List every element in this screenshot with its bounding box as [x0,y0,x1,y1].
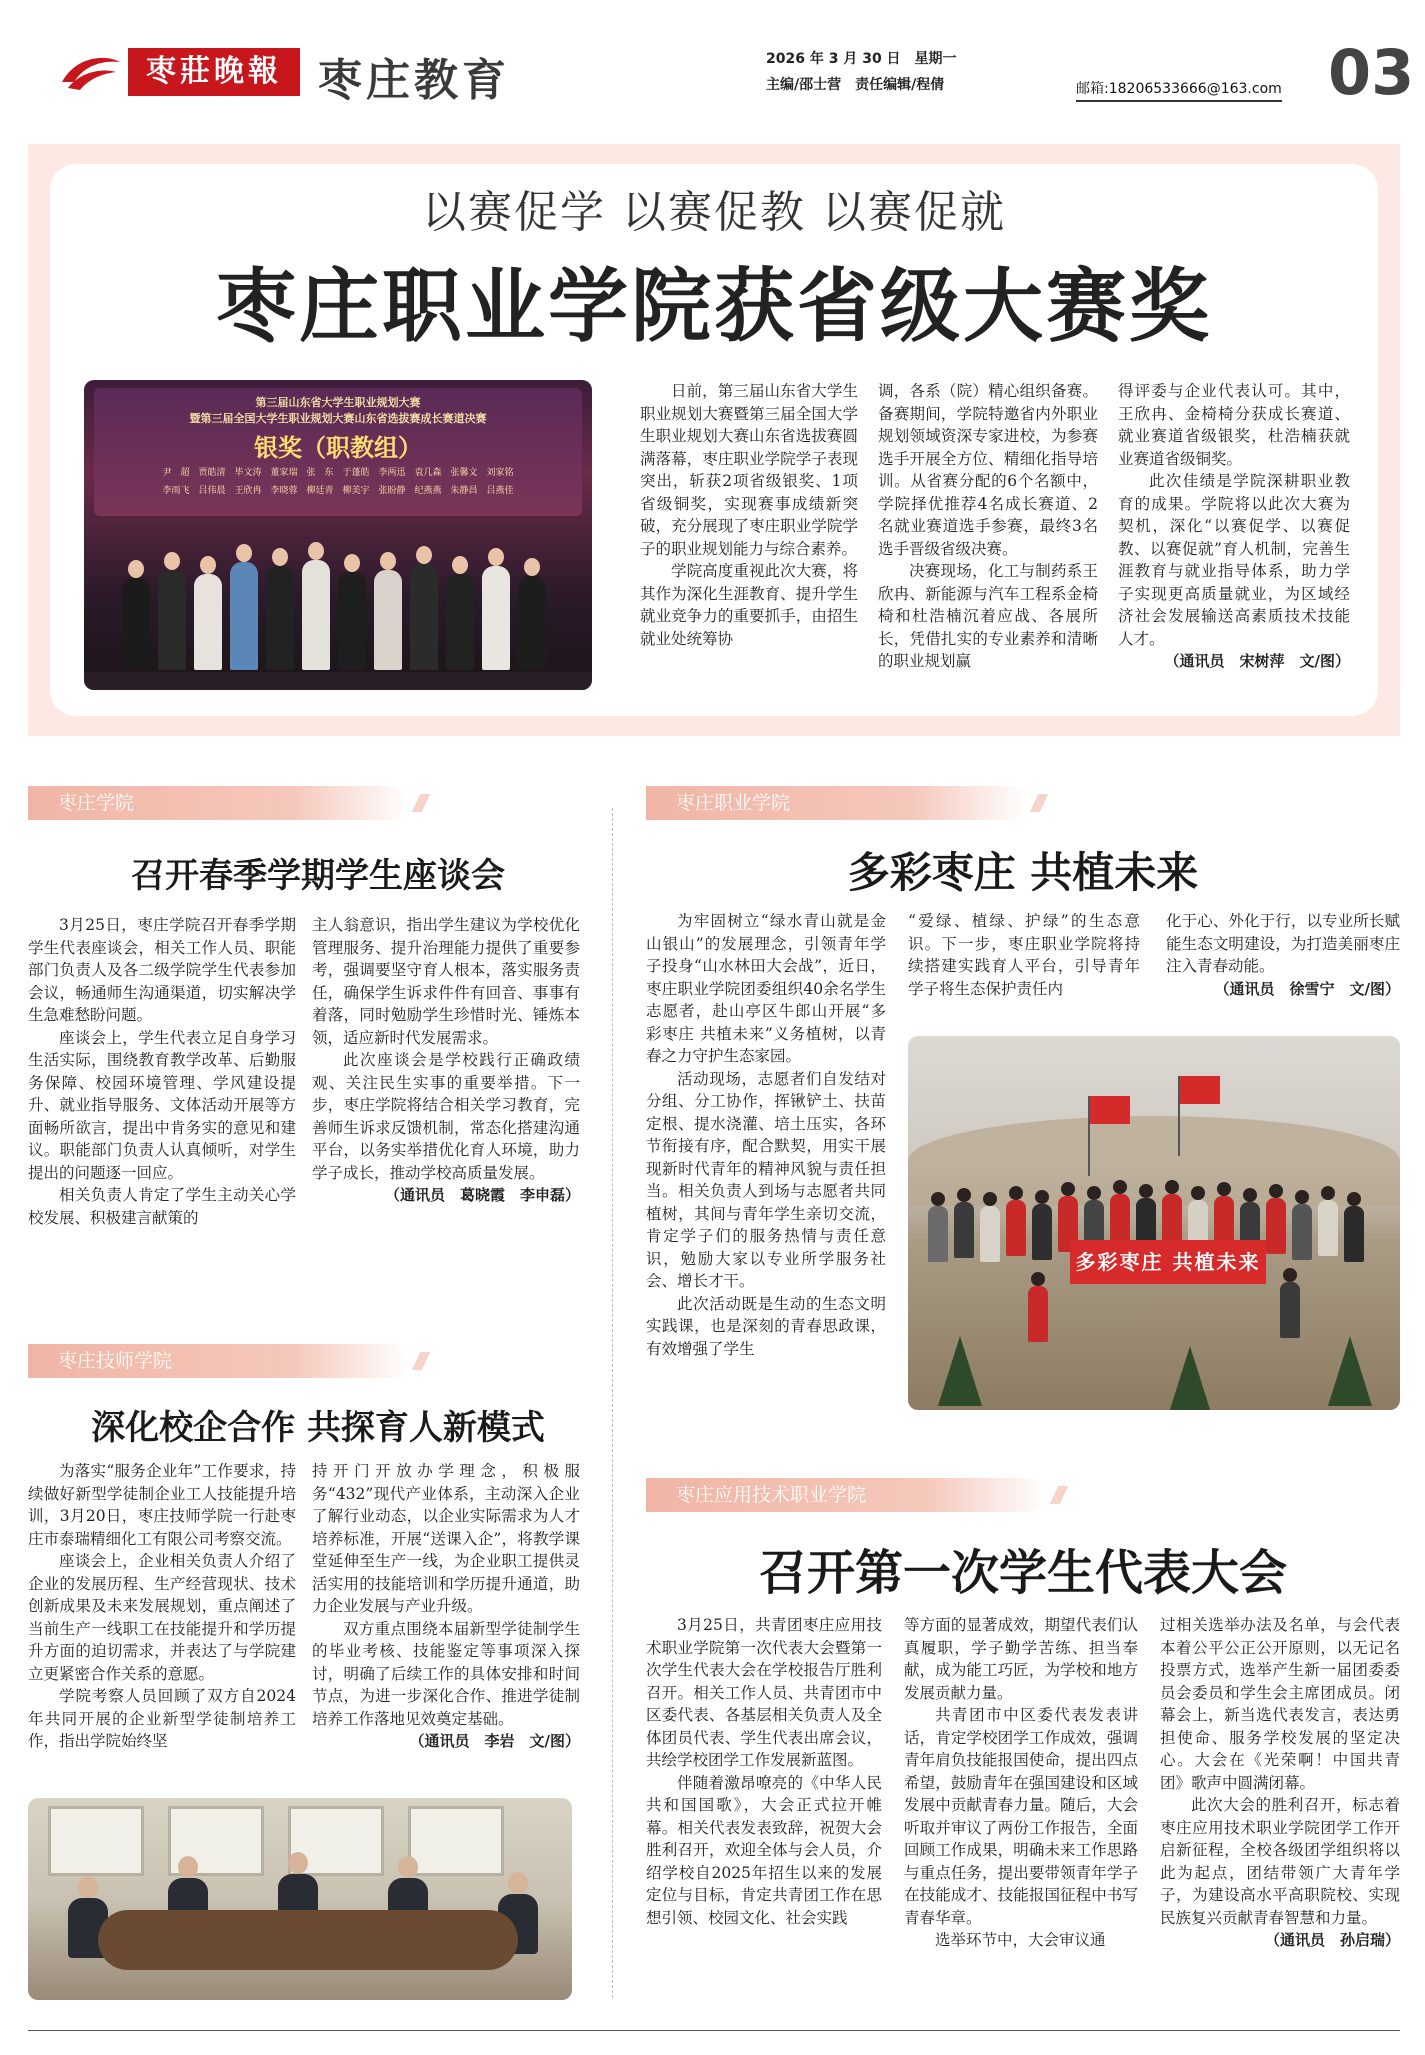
volunteer [1318,1200,1338,1256]
volunteer [1006,1200,1026,1256]
lead-story-subtitle: 以赛促学 以赛促教 以赛促就 [422,187,1006,238]
tree-planting-column-3 [1166,910,1400,1000]
volunteer [954,1202,974,1258]
school-enterprise-byline: （通讯员 李岩 文/图） [409,1732,580,1750]
article-title-student-forum: 召开春季学期学生座谈会 [131,856,505,896]
activity-banner: 多彩枣庄 共植未来 [1070,1240,1266,1284]
student-congress-column-1 [646,1614,882,1929]
student-forum-byline: （通讯员 葛晓霞 李申磊） [384,1186,580,1204]
paragraph: 选举环节中，大会审议通 [935,1931,1106,1949]
person-figure [482,566,510,670]
tree-planting-photo [908,1036,1400,1410]
section-tag-zaozhuang-university: 枣庄学院 [28,786,408,820]
paragraph: 座谈会上，学生代表立足自身学习生活实际，围绕教育教学改革、后勤服务保障、校园环境管理、学风建设提升、就业指导服务、文体活动开展等方面畅所欲言，提出中肯务实的意见和建议。职能部门负责人认真倾听，对学生提出的问题逐一回应。 [28,1028,296,1182]
student-forum-column-2 [312,914,580,1207]
lead-story-column-1 [640,380,858,650]
paragraph: 学院考察人员回顾了双方自2024年共同开展的企业新型学徒制培养工作，指出学院始终坚 [28,1687,296,1750]
red-flag-icon [1180,1076,1220,1104]
paragraph: 此次座谈会是学校践行正确政绩观、关注民生实事的重要举措。下一步，枣庄学院将结合相关学习教育，完善师生诉求反馈机制，常态化搭建沟通平台，以务实举措优化育人环境，助力学子成长，推动学校高质量发展。 [312,1051,580,1182]
student-congress-byline: （通讯员 孙启瑞） [1264,1931,1400,1949]
person-figure [158,570,186,670]
page-number: 03 [1328,36,1415,109]
paragraph: “爱绿、植绿、护绿”的生态意识。下一步，枣庄职业学院将持续搭建实践育人平台，引导青年学子将生态保护责任内 [908,912,1140,998]
paragraph: 此次佳绩是学院深耕职业教育的成果。学院将以此次大赛为契机，深化“以赛促学、以赛促教、以赛促就”育人机制，完善生涯教育与就业指导体系，助力学子实现更高质量就业，为区域经济社会发展输送高素质技术技能人才。 [1118,472,1350,648]
page-bottom-rule [28,2030,1400,2031]
paragraph: 此次大会的胜利召开，标志着枣庄应用技术职业学院团学工作开启新征程，全校各级团学组织将以此为起点，团结带领广大青年学子，为建设高水平高职院校、实现民族复兴贡献青春智慧和力量。 [1160,1796,1400,1927]
lead-story-byline: （通讯员 宋树萍 文/图） [1164,652,1350,670]
pine-sapling-icon [1168,1346,1212,1410]
masthead [28,36,1415,110]
contact-email[interactable]: 邮箱:18206533666@163.com [1076,78,1282,102]
article-title-tree-planting: 多彩枣庄 共植未来 [847,848,1199,897]
enterprise-meeting-photo [28,1798,572,2000]
volunteer [1266,1198,1286,1254]
stage-backdrop [94,388,582,516]
pine-sapling-icon [1328,1336,1372,1406]
volunteer [980,1206,1000,1262]
conference-table [98,1910,518,1970]
lead-story [28,144,1400,736]
page-section-name: 枣庄教育 [318,55,510,106]
person-figure [302,560,330,670]
volunteer [1028,1286,1048,1342]
tree-planting-column-2 [908,910,1140,1000]
article-title-school-enterprise: 深化校企合作 共探育人新模式 [91,1408,545,1448]
person-figure [230,562,258,670]
volunteer [1292,1204,1312,1260]
person-figure [410,564,438,670]
person-figure [374,570,402,670]
lead-story-column-3 [1118,380,1350,673]
award-winner-names [94,464,582,500]
newspaper-logo: 枣莊晚報 [128,48,300,96]
paragraph: 调，各系（院）精心组织备赛。备赛期间，学院特邀省内外职业规划领域资深专家进校，为参赛选手开展全方位、精细化指导培训。从省赛分配的6个名额中，学院择优推荐4名成长赛道、2名就业赛道选手参赛，最终3名选手晋级省级决赛。 [878,382,1098,558]
section-tag-applied-tech-college: 枣庄应用技术职业学院 [646,1478,1046,1512]
red-flag-icon [1090,1096,1130,1124]
person-figure [518,576,546,670]
article-title-student-congress: 召开第一次学生代表大会 [758,1545,1287,1601]
lead-story-headline: 枣庄职业学院获省级大赛奖 [216,260,1212,353]
tree-planting-column-1 [646,910,886,1360]
paragraph: 座谈会上，企业相关负责人介绍了企业的发展历程、生产经营现状、技术创新成果及未来发展规划，重点阐述了当前生产一线职工在技能提升和学历提升方面的迫切需求，并表达了与学院建立更紧密合作关系的意愿。 [28,1552,296,1683]
paragraph: 3月25日，枣庄学院召开春季学期学生代表座谈会，相关工作人员、职能部门负责人及各二级学院学生代表参加会议，畅通师生沟通渠道，切实解决学生急难愁盼问题。 [28,916,296,1024]
paragraph: 过相关选举办法及名单，与会代表本着公平公正公开原则，以无记名投票方式，选举产生新一届团委委员会委员和学生会主席团成员。闭幕会上，新当选代表发言，表达勇担使命、服务学校发展的坚定决心。大会在《光荣啊！中国共青团》歌声中圆满闭幕。 [1160,1616,1400,1792]
column-divider [612,808,613,1998]
person-figure [446,574,474,670]
paragraph: 为牢固树立“绿水青山就是金山银山”的发展理念，引领青年学子投身“山水林田大会战”，近日，枣庄职业学院团委组织40余名学生志愿者，赴山亭区牛郎山开展“多彩枣庄 共植未来”义务植树，以青春之力守护生态家园。 [646,912,886,1065]
names-row-1: 尹 超 贾皓清 毕文涛 董家瑞 张 东 于蓬皓 李两迅 袁几森 张馨文 刘家铭 [162,468,514,478]
newspaper-logo-icon [58,52,124,92]
editor-credits: 主编/邵士营 责任编辑/程倩 [766,77,945,93]
person-figure [122,578,150,670]
volunteer [1344,1206,1364,1262]
volunteer [928,1206,948,1262]
award-winners-group [114,520,564,670]
student-forum-column-1 [28,914,296,1229]
window [408,1806,504,1876]
school-enterprise-column-2 [312,1460,580,1753]
paragraph: 持开门开放办学理念，积极服务“432”现代产业体系，主动深入企业了解行业动态，以企业实际需求为人才培养标准，开展“送课入企”，将教学课堂延伸至生产一线，为企业职工提供灵活实用的技能培训和学历提升通道，助力企业发展与产业升级。 [312,1462,580,1615]
person-figure [194,574,222,670]
section-tag-vocational-college: 枣庄职业学院 [646,786,1026,820]
backdrop-line-1: 第三届山东省大学生职业规划大赛 [255,396,421,409]
school-enterprise-column-1 [28,1460,296,1753]
issue-date: 2026 年 3 月 30 日 星期一 [766,51,957,67]
paragraph: 学院高度重视此次大赛，将其作为深化生涯教育、提升学生就业竞争力的重要抓手，由招生就业处统筹协 [640,562,858,648]
paragraph: 此次活动既是生动的生态文明实践课，也是深刻的青春思政课，有效增强了学生 [646,1294,886,1358]
award-level: 银奖（职教组） [254,434,422,462]
paragraph: 相关负责人肯定了学生主动关心学校发展、积极建言献策的 [28,1186,296,1227]
paragraph: 主人翁意识，指出学生建议为学校优化管理服务、提升治理能力提供了重要参考，强调要坚守育人根本，落实服务责任，确保学生诉求件件有回音、事事有着落，同时勉励学生珍惜时光、锤炼本领，适应新时代发展需求。 [312,916,580,1047]
student-congress-column-3 [1160,1614,1400,1952]
person-figure [338,572,366,670]
award-ceremony-photo [84,380,592,690]
window [48,1806,144,1876]
paragraph: 决赛现场，化工与制药系王欣冉、新能源与汽车工程系金椅椅和杜浩楠沉着应战、各展所长，凭借扎实的专业素养和清晰的职业规划赢 [878,562,1098,670]
backdrop-line-2: 暨第三届全国大学生职业规划大赛山东省选拔赛成长赛道决赛 [189,412,487,425]
student-congress-column-2 [904,1614,1138,1952]
paragraph: 活动现场，志愿者们自发结对分组、分工协作，挥锹铲土、扶苗定根、提水浇灌、培土压实，各环节衔接有序，配合默契，用实干展现新时代青年的精神风貌与责任担当。相关负责人到场与志愿者共同植树，其间与青年学生亲切交流，肯定学子们的服务热情与责任意识，勉励大家以专业所学服务社会、增长才干。 [646,1069,886,1290]
volunteer [1032,1204,1052,1260]
paragraph: 日前，第三届山东省大学生职业规划大赛暨第三届全国大学生职业规划大赛山东省选拔赛圆满落幕，枣庄职业学院学子表现突出，斩获2项省级银奖、1项省级铜奖，实现赛事成绩新突破，充分展现了枣庄职业学院学子的职业规划能力与综合素养。 [640,382,858,558]
paragraph: 化于心、外化于行，以专业所长赋能生态文明建设，为打造美丽枣庄注入青春动能。 [1166,912,1400,975]
tree-planting-byline: （通讯员 徐雪宁 文/图） [1214,979,1400,998]
lead-story-card [50,164,1378,716]
section-tag-technician-college: 枣庄技师学院 [28,1344,408,1378]
person-figure [266,566,294,670]
paragraph: 3月25日，共青团枣庄应用技术职业学院第一次代表大会暨第一次学生代表大会在学校报告厅胜利召开。相关工作人员、共青团市中区委代表、各基层相关负责人及全体团员代表、学生代表出席会议，共绘学校团学工作发展新蓝图。 [646,1616,882,1769]
volunteer [1280,1282,1300,1338]
stage-floor [84,672,592,690]
paragraph: 等方面的显著成效，期望代表们认真履职，学子勤学苦练、担当奉献，成为能工巧匠，为学校和地方发展贡献力量。 [904,1616,1138,1702]
names-row-2: 李雨飞 吕伟晨 王欣冉 李晓蓉 柳廷青 柳美宇 张盼静 纪燕燕 朱静昌 吕燕佳 [162,486,514,496]
lead-story-column-2 [878,380,1098,673]
pine-sapling-icon [938,1336,982,1406]
paragraph: 得评委与企业代表认可。其中，王欣冉、金椅椅分获成长赛道、就业赛道省级银奖，杜浩楠获就业赛道省级铜奖。 [1118,382,1350,468]
paragraph: 为落实“服务企业年”工作要求，持续做好新型学徒制企业工人技能提升培训，3月20日，枣庄技师学院一行赴枣庄市泰瑞精细化工有限公司考察交流。 [28,1462,296,1548]
paragraph: 伴随着激昂嘹亮的《中华人民共和国国歌》，大会正式拉开帷幕。相关代表发表致辞，祝贺大会胜利召开，欢迎全体与会人员，介绍学校自2025年招生以来的发展定位与目标，肯定共青团工作在思想引领、校园文化、社会实践 [646,1773,882,1927]
paragraph: 共青团市中区委代表发表讲话，肯定学校团学工作成效，强调青年肩负技能报国使命，提出四点希望，鼓励青年在强国建设和区域发展中贡献青春力量。随后，大会听取并审议了两份工作报告，全面回顾工作成果，明确未来工作思路与重点任务，提出要带领青年学子在技能成才、技能报国征程中书写青春华章。 [904,1706,1138,1927]
paragraph: 双方重点围绕本届新型学徒制学生的毕业考核、技能鉴定等事项深入探讨，明确了后续工作的具体安排和时间节点，为进一步深化合作、推进学徒制培养工作落地见效奠定基础。 [312,1619,580,1728]
